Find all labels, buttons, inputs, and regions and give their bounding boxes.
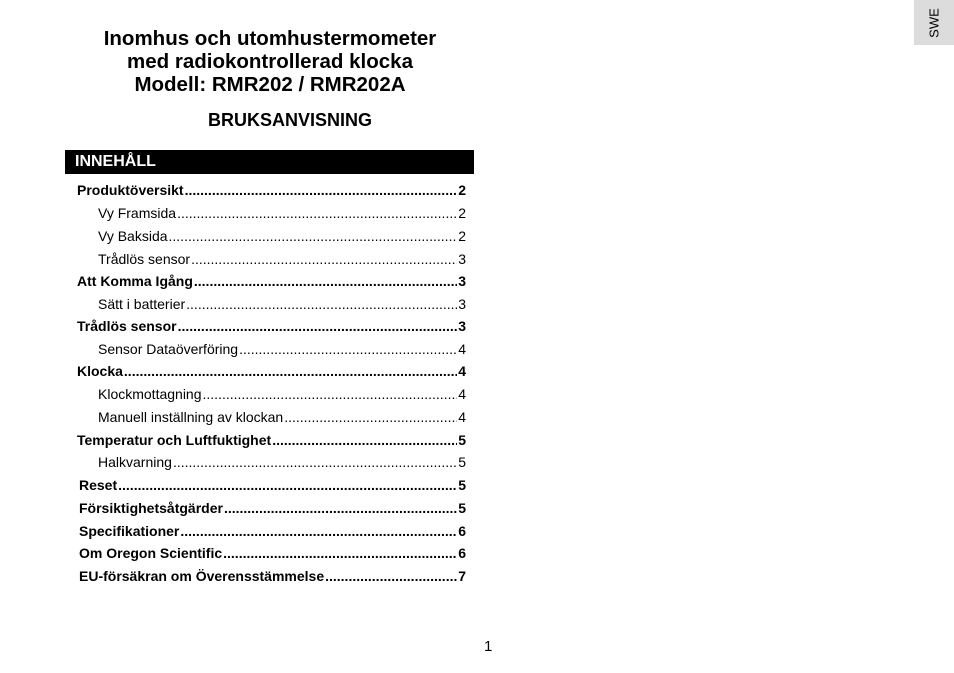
toc-entry-page: 5: [458, 500, 466, 516]
document-title: [70, 27, 470, 96]
toc-entry-page: 4: [458, 363, 466, 379]
toc-entry: [77, 179, 466, 201]
toc-entry-page: 2: [458, 205, 466, 221]
toc-entry-page: 3: [458, 318, 466, 334]
toc-entry-page: 3: [458, 251, 466, 267]
toc-entry-label: EU-försäkran om Överensstämmelse: [79, 568, 325, 584]
toc-entry: [98, 338, 466, 360]
toc-entry-label: Om Oregon Scientific: [79, 545, 223, 561]
toc-entry-page: 4: [458, 386, 466, 402]
toc-leader-dots: [203, 383, 458, 405]
toc-entry-page: 7: [458, 568, 466, 584]
toc-entry: [79, 542, 466, 564]
toc-entry: [79, 474, 466, 496]
toc-entry-label: Klockmottagning: [98, 386, 202, 402]
toc-entry: [79, 497, 466, 519]
toc-entry-page: 2: [458, 228, 466, 244]
toc-leader-dots: [124, 360, 457, 382]
language-tab-label: SWE: [926, 7, 942, 38]
toc-entry: [98, 202, 466, 224]
toc-entry-label: Vy Framsida: [98, 205, 177, 221]
toc-entry-label: Trådlös sensor: [77, 318, 177, 334]
toc-entry-page: 5: [458, 454, 466, 470]
toc-leader-dots: [169, 225, 458, 247]
toc-leader-dots: [177, 202, 457, 224]
toc-entry-label: Halkvarning: [98, 454, 172, 470]
toc-entry: [77, 315, 466, 337]
toc-entry: [98, 248, 466, 270]
toc-entry-label: Vy Baksida: [98, 228, 168, 244]
toc-entry-label: Temperatur och Luftfuktighet: [77, 432, 272, 448]
toc-entry: [77, 360, 466, 382]
toc-entry-page: 5: [458, 477, 466, 493]
toc-leader-dots: [272, 429, 457, 451]
toc-entry-label: Försiktighetsåtgärder: [79, 500, 223, 516]
toc-entry-page: 4: [458, 409, 466, 425]
toc-entry: [98, 293, 466, 315]
toc-entry: [98, 406, 466, 428]
page-number: 1: [484, 638, 493, 655]
toc-entry-page: 2: [458, 182, 466, 198]
toc-entry-label: Trådlös sensor: [98, 251, 191, 267]
toc-entry-page: 6: [458, 523, 466, 539]
toc-leader-dots: [173, 451, 457, 473]
toc-entry: [77, 429, 466, 451]
toc-entry: [98, 225, 466, 247]
toc-entry: [79, 520, 466, 542]
toc-leader-dots: [223, 542, 457, 564]
toc-leader-dots: [191, 248, 457, 270]
toc-leader-dots: [178, 315, 458, 337]
toc-leader-dots: [239, 338, 457, 360]
language-tab: [914, 0, 954, 45]
toc-entry-label: Att Komma Igång: [77, 273, 193, 289]
toc-entry-page: 3: [458, 296, 466, 312]
toc-entry-page: 3: [458, 273, 466, 289]
title-line-3: Modell: RMR202 / RMR202A: [134, 73, 406, 96]
toc-leader-dots: [185, 179, 458, 201]
toc-entry-label: Klocka: [77, 363, 123, 379]
toc-entry-label: Specifikationer: [79, 523, 180, 539]
contents-heading: INNEHÅLL: [65, 150, 474, 174]
title-line-2: med radiokontrollerad klocka: [127, 50, 413, 73]
toc-leader-dots: [284, 406, 457, 428]
toc-entry-label: Sätt i batterier: [98, 296, 186, 312]
toc-leader-dots: [325, 565, 457, 587]
toc-leader-dots: [224, 497, 457, 519]
toc-entry-label: Reset: [79, 477, 118, 493]
toc-entry: [98, 383, 466, 405]
toc-entry-page: 4: [458, 341, 466, 357]
document-subtitle: BRUKSANVISNING: [207, 110, 372, 130]
title-line-1: Inomhus och utomhustermometer: [103, 27, 437, 50]
toc-entry: [79, 565, 466, 587]
toc-entry: [98, 451, 466, 473]
toc-leader-dots: [180, 520, 457, 542]
toc-entry-page: 5: [458, 432, 466, 448]
toc-entry-label: Sensor Dataöverföring: [98, 341, 239, 357]
toc-entry-label: Manuell inställning av klockan: [98, 409, 284, 425]
toc-entry-page: 6: [458, 545, 466, 561]
toc-leader-dots: [194, 270, 457, 292]
toc-entry-label: Produktöversikt: [77, 182, 184, 198]
toc-leader-dots: [186, 293, 457, 315]
toc-entry: [77, 270, 466, 292]
toc-leader-dots: [118, 474, 457, 496]
